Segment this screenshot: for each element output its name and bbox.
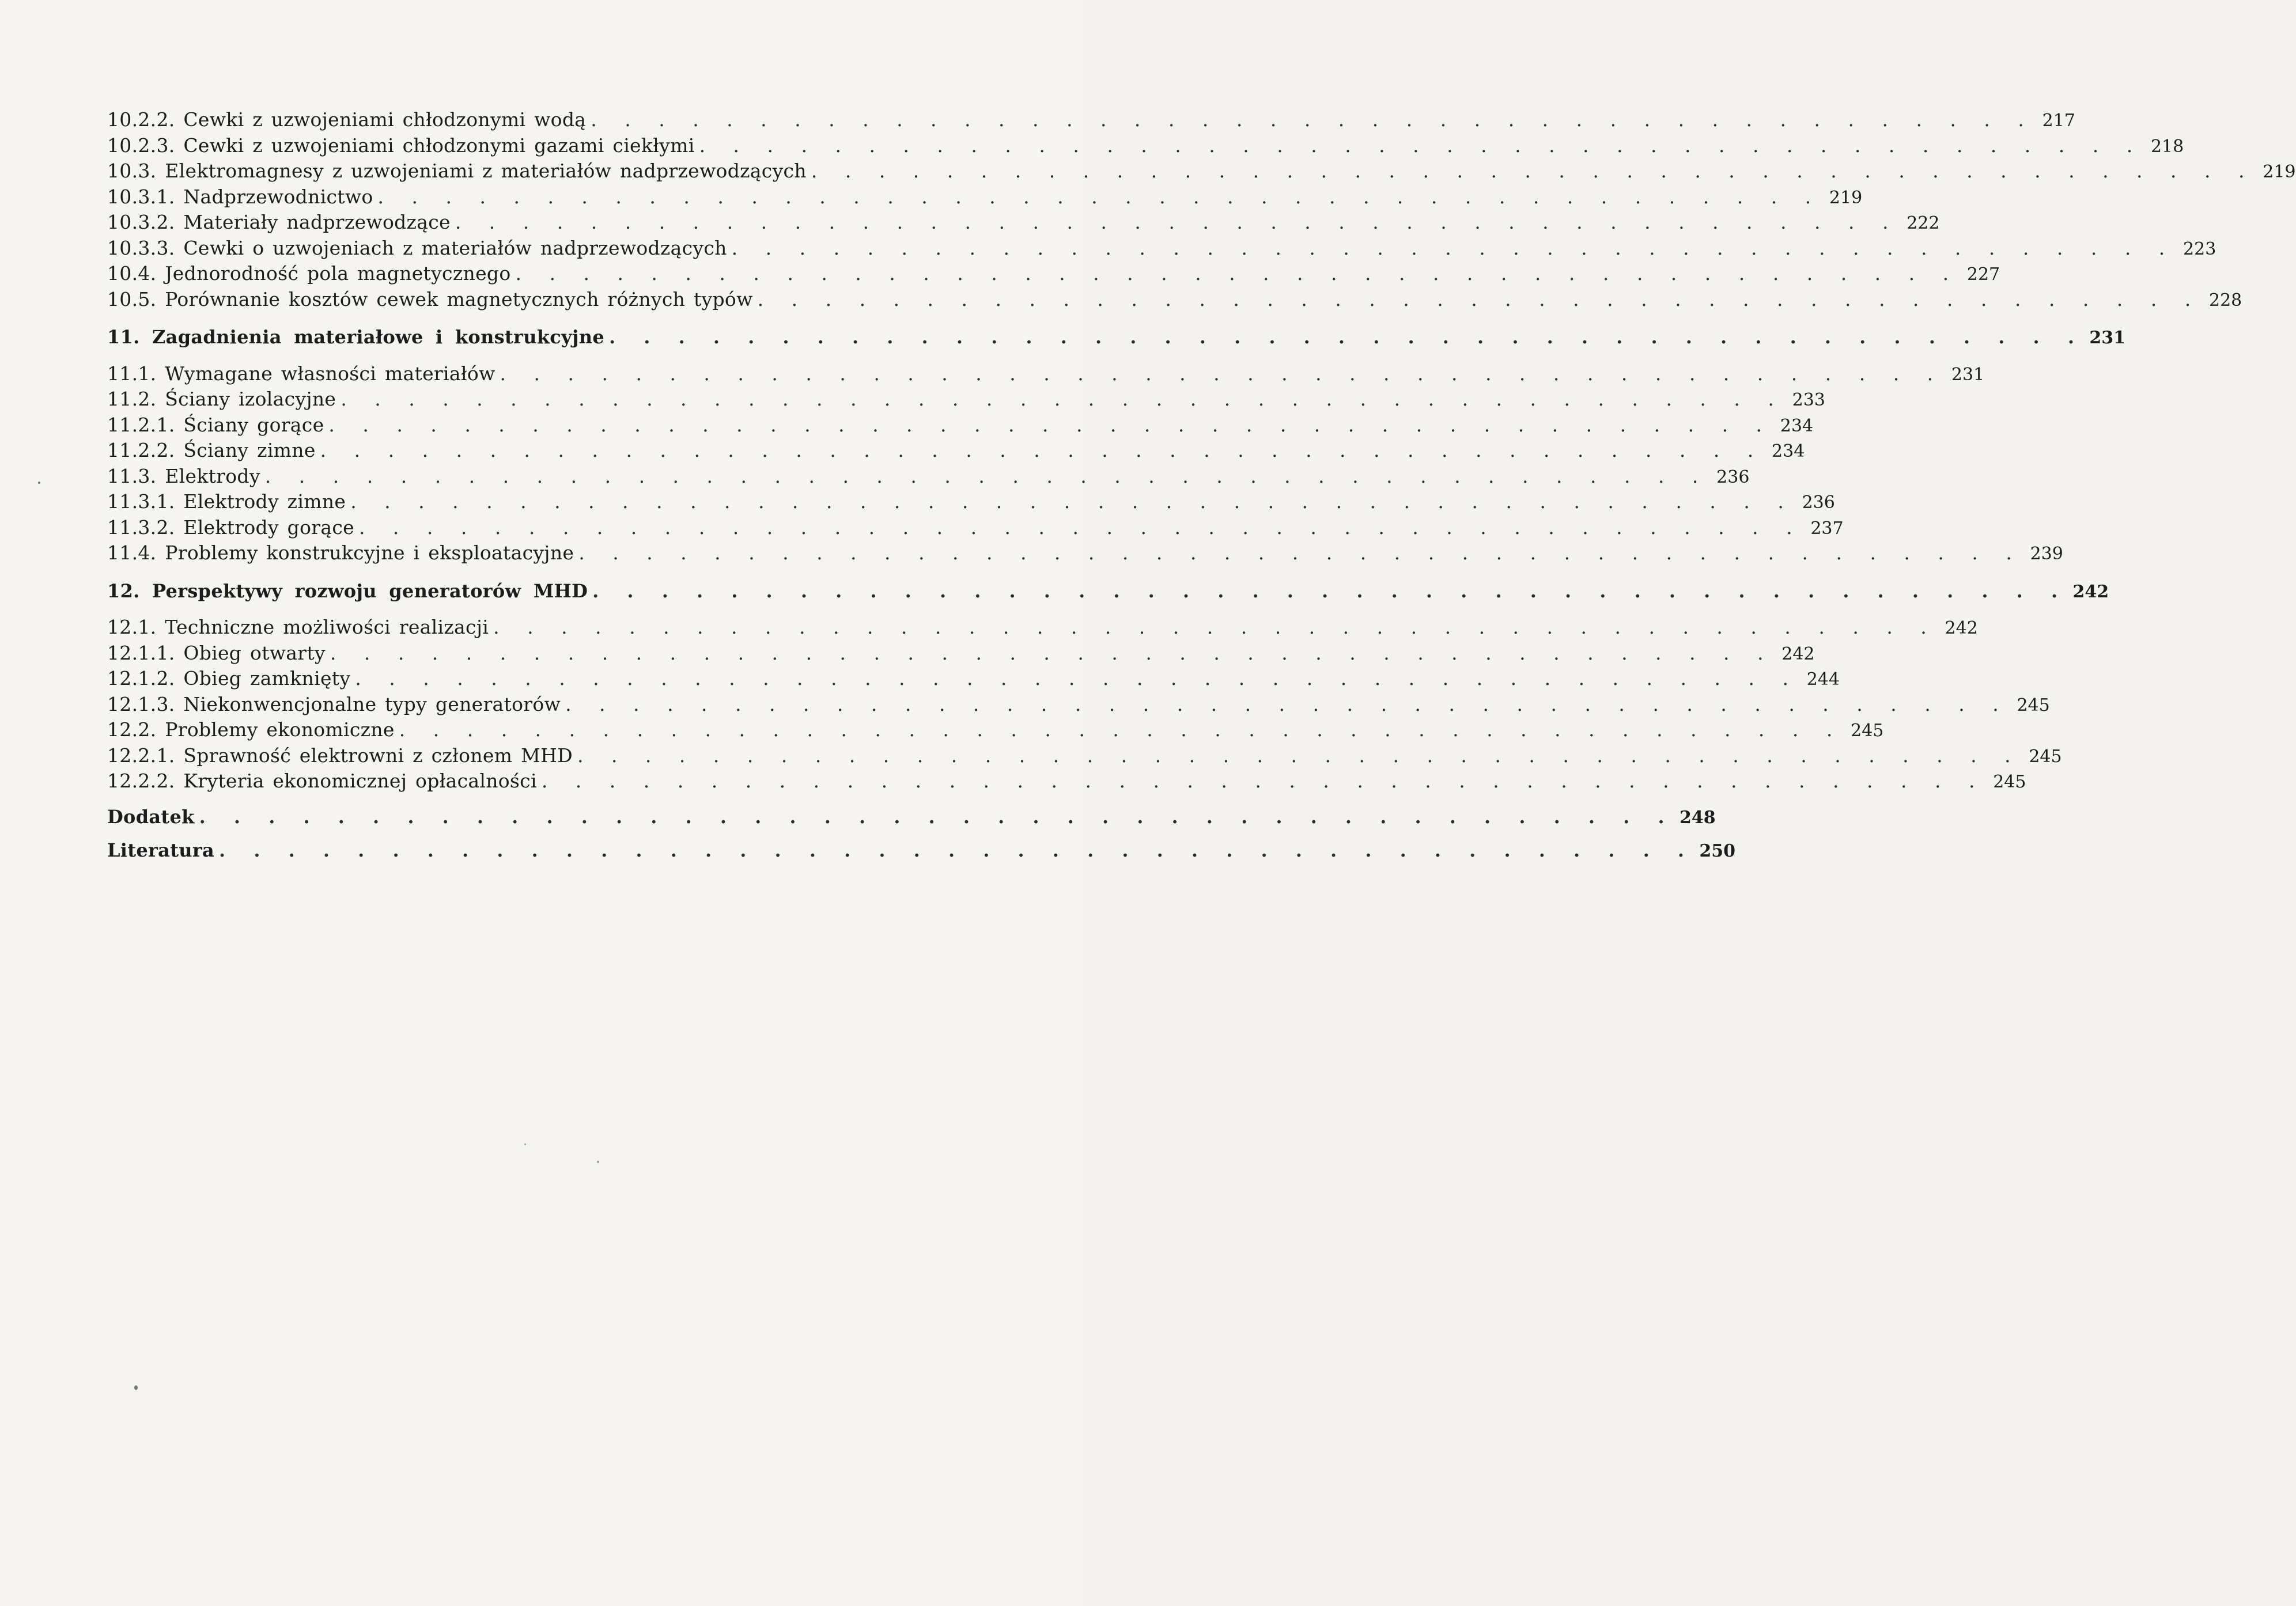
dot-leader: . . . . . . . . . . . . . . . . . . . . . . . . . . . . . . . . . . . . . . . . . . . <box>350 490 1795 513</box>
toc-page-number: 245 <box>1851 721 1884 741</box>
toc-entry-label: 11.4. Problemy konstrukcyjne i eksploatacyjne <box>107 541 574 564</box>
toc-page-number: 219 <box>2263 162 2296 182</box>
toc-page-number: 250 <box>1699 841 1735 861</box>
toc-entry-label: 12.2.2. Kryteria ekonomicznej opłacalności <box>107 770 537 792</box>
table-of-contents <box>107 108 2296 873</box>
toc-page-number: 244 <box>1806 669 1840 690</box>
toc-page-number: 237 <box>1810 518 1844 539</box>
toc-page-number: 217 <box>2042 111 2075 131</box>
toc-page-number: 245 <box>2017 695 2050 715</box>
toc-entry-label: 10.3. Elektromagnesy z uzwojeniami z materiałów nadprzewodzących <box>107 160 807 182</box>
toc-entry-label: 10.3.2. Materiały nadprzewodzące <box>107 211 451 233</box>
dot-leader: . . . . . . . . . . . . . . . . . . . . . . . . . . . . . . . . . . . . . . . . . . . <box>515 262 1960 285</box>
toc-chapter-11[interactable] <box>107 326 2125 352</box>
toc-entry-12-2-2[interactable] <box>107 770 2026 796</box>
dot-leader: . . . . . . . . . . . . . . . . . . . . . . . . . . . . . . . . . . . . . . . . . . . <box>219 839 1695 861</box>
toc-page-number: 231 <box>1951 364 1985 385</box>
toc-appendix[interactable] <box>107 805 1716 832</box>
toc-literature[interactable] <box>107 839 1735 865</box>
toc-appendix-label: Dodatek <box>107 805 195 828</box>
toc-entry-11-2[interactable] <box>107 388 1825 414</box>
toc-page-number: 236 <box>1802 493 1835 513</box>
dot-leader: . . . . . . . . . . . . . . . . . . . . . . . . . . . . . . . . . . . . . . . . . . . <box>455 211 1900 233</box>
toc-entry-11-3-1[interactable] <box>107 490 1835 516</box>
toc-entry-12-2-1[interactable] <box>107 744 2062 770</box>
dot-leader: . . . . . . . . . . . . . . . . . . . . . . . . . . . . . . . . . . . . . . . . . . . <box>577 744 2022 767</box>
toc-entry-label: 12.2. Problemy ekonomiczne <box>107 718 395 741</box>
toc-entry-label: 12.1. Techniczne możliwości realizacji <box>107 616 489 638</box>
toc-page-number: 245 <box>2029 746 2062 767</box>
toc-entry-label: 11.3. Elektrody <box>107 464 260 487</box>
toc-entry-12-1-2[interactable] <box>107 667 1840 693</box>
toc-page-number: 227 <box>1966 264 2000 285</box>
dot-leader: . . . . . . . . . . . . . . . . . . . . . . . . . . . . . . . . . . . . . . . . . . . <box>591 108 2035 131</box>
dot-leader: . . . . . . . . . . . . . . . . . . . . . . . . . . . . . . . . . . . . . . . . . . . <box>493 616 1938 638</box>
toc-page-number: 239 <box>2030 544 2063 564</box>
dot-leader: . . . . . . . . . . . . . . . . . . . . . . . . . . . . . . . . . . . . . . . . . . . <box>328 413 1773 436</box>
toc-page-number: 223 <box>2183 238 2216 259</box>
dot-leader: . . . . . . . . . . . . . . . . . . . . . . . . . . . . . . . . . . . . . . . . . . . <box>341 388 1785 410</box>
toc-chapter-label: 11. Zagadnienia materiałowe i konstrukcyjne <box>107 326 605 348</box>
dot-leader: . . . . . . . . . . . . . . . . . . . . . . . . . . . . . . . . . . . . . . . . . . . <box>541 770 1986 792</box>
dot-leader: . . . . . . . . . . . . . . . . . . . . . . . . . . . . . . . . . . . . . . . . . . . <box>330 641 1775 664</box>
dot-leader: . . . . . . . . . . . . . . . . . . . . . . . . . . . . . . . . . . . . . . . . . . . <box>578 541 2023 564</box>
toc-entry-12-1-1[interactable] <box>107 641 1815 668</box>
toc-entry-12-2[interactable] <box>107 718 1884 744</box>
toc-entry-label: 12.1.3. Niekonwencjonalne typy generatorów <box>107 692 561 715</box>
toc-page-number: 242 <box>2072 581 2109 602</box>
toc-page-number: 234 <box>1780 415 1814 436</box>
toc-page-number: 218 <box>2150 136 2184 157</box>
dot-leader: . . . . . . . . . . . . . . . . . . . . . . . . . . . . . . . . . . . . . . . . . . . <box>811 160 2256 182</box>
toc-entry-11-3-2[interactable] <box>107 516 1844 542</box>
toc-entry-11-4[interactable] <box>107 541 2063 567</box>
toc-entry-label: 11.2. Ściany izolacyjne <box>107 388 336 410</box>
toc-entry-10-3-3[interactable] <box>107 236 2216 263</box>
dot-leader: . . . . . . . . . . . . . . . . . . . . . . . . . . . . . . . . . . . . . . . . . . . <box>320 439 1765 461</box>
toc-entry-12-1-3[interactable] <box>107 692 2050 719</box>
dot-leader: . . . . . . . . . . . . . . . . . . . . . . . . . . . . . . . . . . . . . . . . . . . <box>264 464 1709 487</box>
toc-entry-10-3[interactable] <box>107 160 2296 185</box>
toc-entry-label: 12.2.1. Sprawność elektrowni z członem MHD <box>107 744 573 767</box>
toc-entry-label: 12.1.1. Obieg otwarty <box>107 641 326 664</box>
scan-speck <box>38 482 40 484</box>
toc-page-number: 222 <box>1907 213 1940 233</box>
toc-page-number: 219 <box>1829 187 1863 208</box>
toc-entry-10-3-1[interactable] <box>107 185 1863 211</box>
toc-entry-12-1[interactable] <box>107 616 1978 642</box>
toc-entry-label: 11.3.1. Elektrody zimne <box>107 490 346 513</box>
toc-chapter-label: 12. Perspektywy rozwoju generatorów MHD <box>107 579 588 602</box>
dot-leader: . . . . . . . . . . . . . . . . . . . . . . . . . . . . . . . . . . . . . . . . . . . <box>355 667 1799 690</box>
dot-leader: . . . . . . . . . . . . . . . . . . . . . . . . . . . . . . . . . . . . . . . . . . . <box>565 692 2010 715</box>
toc-chapter-12[interactable] <box>107 579 2109 606</box>
toc-page-number: 228 <box>2209 290 2242 310</box>
toc-entry-11-2-1[interactable] <box>107 413 1814 440</box>
toc-entry-label: 10.3.3. Cewki o uzwojeniach z materiałów nadprzewodzących <box>107 236 727 259</box>
toc-entry-label: 10.3.1. Nadprzewodnictwo <box>107 185 373 208</box>
scan-speck <box>134 1385 138 1390</box>
toc-entry-label: 12.1.2. Obieg zamknięty <box>107 667 351 690</box>
toc-entry-label: 10.2.2. Cewki z uzwojeniami chłodzonymi wodą <box>107 108 587 131</box>
dot-leader: . . . . . . . . . . . . . . . . . . . . . . . . . . . . . . . . . . . . . . . . . . . <box>358 516 1803 539</box>
toc-entry-10-5[interactable] <box>107 287 2242 314</box>
dot-leader: . . . . . . . . . . . . . . . . . . . . . . . . . . . . . . . . . . . . . . . . . . . <box>757 287 2202 310</box>
toc-page-number: 245 <box>1993 772 2026 792</box>
toc-page-number: 242 <box>1945 618 1978 638</box>
toc-entry-11-3[interactable] <box>107 464 1750 491</box>
toc-page-number: 248 <box>1679 807 1716 828</box>
toc-page-number: 242 <box>1781 643 1815 664</box>
toc-entry-10-4[interactable] <box>107 262 2000 288</box>
toc-entry-label: 11.1. Wymagane własności materiałów <box>107 362 495 385</box>
toc-page-number: 233 <box>1792 390 1825 410</box>
dot-leader: . . . . . . . . . . . . . . . . . . . . . . . . . . . . . . . . . . . . . . . . . . . <box>609 326 2085 348</box>
toc-entry-label: 10.2.3. Cewki z uzwojeniami chłodzonymi gazami ciekłymi <box>107 134 695 157</box>
scan-speck <box>597 1161 599 1163</box>
toc-literature-label: Literatura <box>107 839 215 861</box>
toc-entry-11-2-2[interactable] <box>107 439 1805 465</box>
toc-entry-10-2-3[interactable] <box>107 134 2184 160</box>
dot-leader: . . . . . . . . . . . . . . . . . . . . . . . . . . . . . . . . . . . . . . . . . . . <box>377 185 1822 208</box>
toc-entry-10-3-2[interactable] <box>107 211 1940 237</box>
scan-speck <box>524 1143 526 1145</box>
dot-leader: . . . . . . . . . . . . . . . . . . . . . . . . . . . . . . . . . . . . . . . . . . . <box>731 236 2176 259</box>
toc-page-number: 231 <box>2089 328 2125 348</box>
dot-leader: . . . . . . . . . . . . . . . . . . . . . . . . . . . . . . . . . . . . . . . . . . . <box>399 718 1844 741</box>
toc-entry-label: 10.5. Porównanie kosztów cewek magnetycznych różnych typów <box>107 287 753 310</box>
toc-entry-label: 11.3.2. Elektrody gorące <box>107 516 354 539</box>
toc-entry-label: 11.2.2. Ściany zimne <box>107 439 316 461</box>
dot-leader: . . . . . . . . . . . . . . . . . . . . . . . . . . . . . . . . . . . . . . . . . . . <box>592 579 2069 602</box>
dot-leader: . . . . . . . . . . . . . . . . . . . . . . . . . . . . . . . . . . . . . . . . . . . <box>199 805 1675 828</box>
toc-page-number: 236 <box>1716 467 1750 487</box>
toc-entry-label: 10.4. Jednorodność pola magnetycznego <box>107 262 511 285</box>
toc-entry-11-1[interactable] <box>107 362 1985 388</box>
dot-leader: . . . . . . . . . . . . . . . . . . . . . . . . . . . . . . . . . . . . . . . . . . . <box>500 362 1945 385</box>
toc-entry-label: 11.2.1. Ściany gorące <box>107 413 324 436</box>
toc-entry-10-2-2[interactable] <box>107 108 2075 134</box>
toc-page-number: 234 <box>1772 441 1805 461</box>
dot-leader: . . . . . . . . . . . . . . . . . . . . . . . . . . . . . . . . . . . . . . . . . . . <box>699 134 2144 157</box>
